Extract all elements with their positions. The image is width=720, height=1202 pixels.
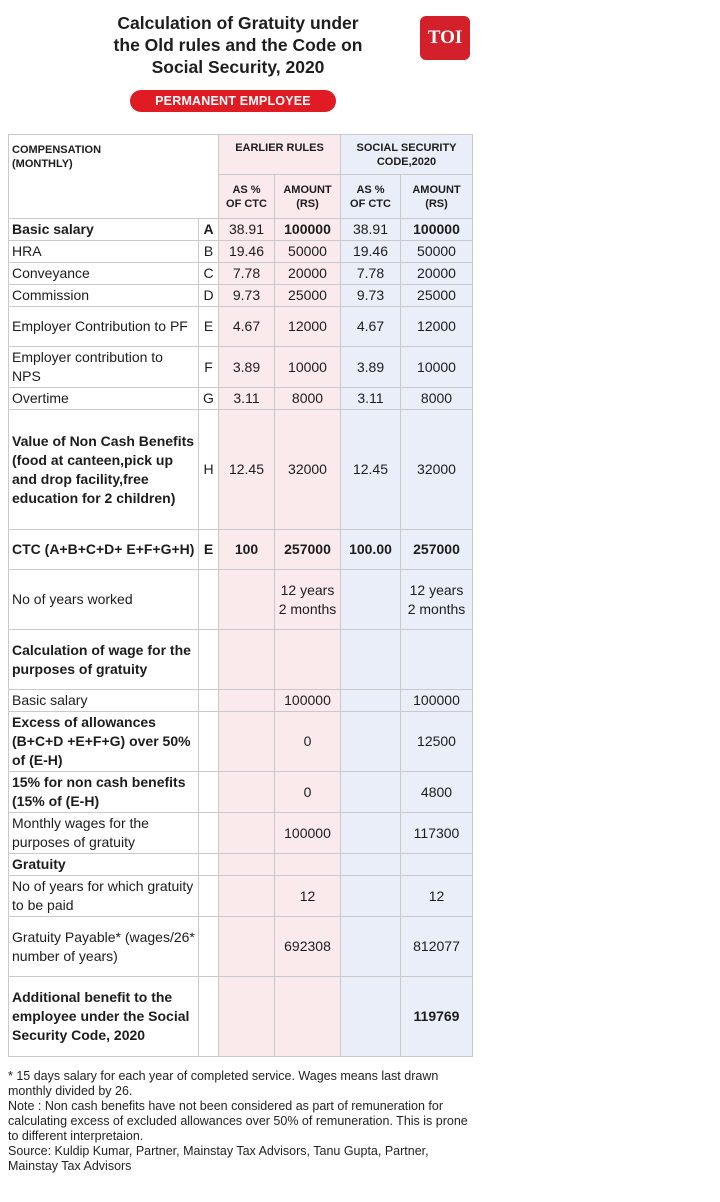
table-row: Employer Contribution to PF E 4.67 12000 4.67 12000: [9, 307, 473, 347]
code-pct-header: AS % OF CTC: [341, 175, 401, 219]
title-line: Calculation of Gratuity under: [117, 13, 359, 33]
table-row: Basic salary A 38.91 100000 38.91 100000: [9, 219, 473, 241]
employee-type-badge: PERMANENT EMPLOYEE: [130, 90, 336, 112]
table-row: Basic salary 100000 100000: [9, 690, 473, 712]
compensation-header: COMPENSATION (MONTHLY): [9, 135, 219, 219]
table-section-heading: Calculation of wage for the purposes of gratuity: [9, 630, 473, 690]
earlier-amount-header: AMOUNT (RS): [275, 175, 341, 219]
title-line: the Old rules and the Code on: [113, 35, 363, 55]
table-row: Overtime G 3.11 8000 3.11 8000: [9, 388, 473, 410]
title-line: Social Security, 2020: [151, 57, 325, 77]
table-row: No of years worked 12 years 2 months 12 years 2 months: [9, 570, 473, 630]
social-security-code-header: SOCIAL SECURITY CODE,2020: [341, 135, 473, 175]
table-row: Employer contribution to NPS F 3.89 10000 3.89 10000: [9, 347, 473, 388]
footnote-source: Source: Kuldip Kumar, Partner, Mainstay Tax Advisors, Tanu Gupta, Partner, Mainstay Tax Advisors: [8, 1144, 429, 1173]
table-row: 15% for non cash benefits (15% of (E-H) 0 4800: [9, 772, 473, 813]
gratuity-table: [8, 134, 473, 1057]
infographic-title: [68, 12, 408, 78]
footnotes: [8, 1069, 468, 1174]
table-section-heading: Gratuity: [9, 854, 473, 876]
table-row: Excess of allowances (B+C+D +E+F+G) over 50% of (E-H) 0 12500: [9, 712, 473, 772]
footnote-definition: * 15 days salary for each year of completed service. Wages means last drawn monthly divided by 26.: [8, 1069, 439, 1098]
earlier-rules-header: EARLIER RULES: [219, 135, 341, 175]
table-row: No of years for which gratuity to be paid 12 12: [9, 876, 473, 917]
toi-logo: TOI: [420, 16, 470, 60]
table-row: Gratuity Payable* (wages/26* number of years) 692308 812077: [9, 917, 473, 977]
table-row: Conveyance C 7.78 20000 7.78 20000: [9, 263, 473, 285]
table-row: Commission D 9.73 25000 9.73 25000: [9, 285, 473, 307]
table-row: HRA B 19.46 50000 19.46 50000: [9, 241, 473, 263]
table-row: Monthly wages for the purposes of gratuity 100000 117300: [9, 813, 473, 854]
table-row-ctc: CTC (A+B+C+D+ E+F+G+H) E 100 257000 100.00 257000: [9, 530, 473, 570]
table-header-row: [9, 135, 473, 175]
earlier-pct-header: AS % OF CTC: [219, 175, 275, 219]
footnote-note: Note : Non cash benefits have not been considered as part of remuneration for calculating excess of excluded allowances over 50% of remuneration. This is prone to different interpretaion.: [8, 1099, 468, 1143]
code-amount-header: AMOUNT (RS): [401, 175, 473, 219]
table-row-additional-benefit: Additional benefit to the employee under the Social Security Code, 2020 119769: [9, 977, 473, 1057]
table-row: Value of Non Cash Benefits (food at canteen,pick up and drop facility,free education for 2 children) H 12.45 32000 12.45 32000: [9, 410, 473, 530]
